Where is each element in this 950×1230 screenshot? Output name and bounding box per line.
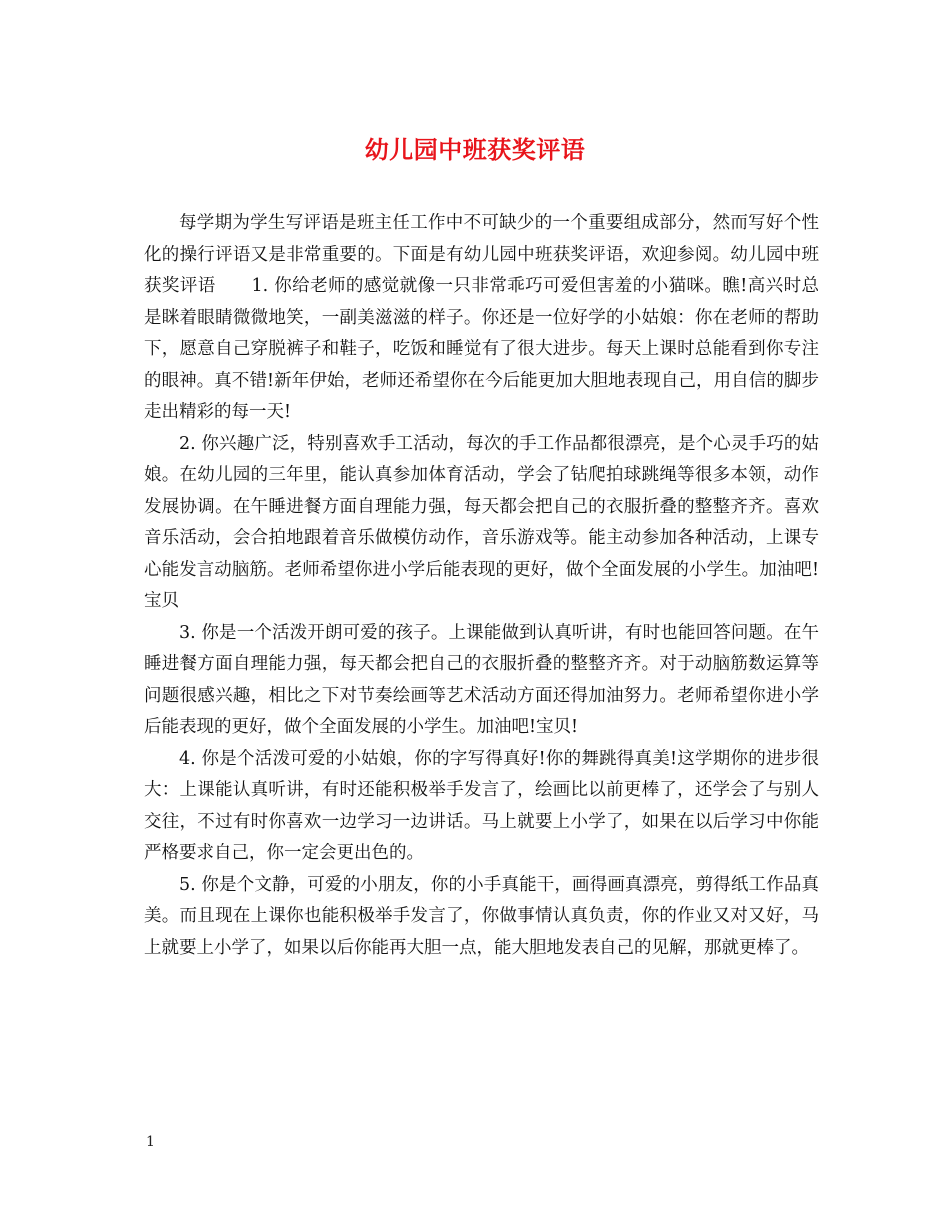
page-number: 1	[146, 1134, 155, 1150]
document-title: 幼儿园中班获奖评语	[364, 135, 586, 164]
paragraph-comment-4: 4. 你是个活泼可爱的小姑娘，你的字写得真好!你的舞跳得真美!这学期你的进步很大：上课能认真听讲，有时还能积极举手发言了，绘画比以前更棒了，还学会了与别人交往，不过有时你喜欢一边学习一边讲话。马上就要上小学了，如果在以后学习中你能严格要求自己，你一定会更出色的。	[144, 748, 819, 863]
paragraph-comment-3: 3. 你是一个活泼开朗可爱的孩子。上课能做到认真听讲，有时也能回答问题。在午睡进餐方面自理能力强，每天都会把自己的衣服折叠的整整齐齐。对于动脑筋数运算等问题很感兴趣，相比之下对节奏绘画等艺术活动方面还得加油努力。老师希望你进小学后能表现的更好，做个全面发展的小学生。加油吧!宝贝!	[144, 622, 819, 737]
paragraph-intro: 每学期为学生写评语是班主任工作中不可缺少的一个重要组成部分，然而写好个性化的操行评语又是非常重要的。下面是有幼儿园中班获奖评语，欢迎参阅。幼儿园中班获奖评语 1. 你给老师的感觉就像一只非常乖巧可爱但害羞的小猫咪。瞧!高兴时总是眯着眼睛微微地笑，一副美滋滋的样子。你还是一位好学的小姑娘：你在老师的帮助下，愿意自己穿脱裤子和鞋子，吃饭和睡觉有了很大进步。每天上课时总能看到你专注的眼神。真不错!新年伊始，老师还希望你在今后能更加大胆地表现自己，用自信的脚步走出精彩的每一天!	[144, 213, 819, 422]
paragraph-comment-5: 5. 你是个文静，可爱的小朋友，你的小手真能干，画得画真漂亮，剪得纸工作品真美。而且现在上课你也能积极举手发言了，你做事情认真负责，你的作业又对又好，马上就要上小学了，如果以后你能再大胆一点，能大胆地发表自己的见解，那就更棒了。	[144, 874, 819, 958]
document-body	[144, 208, 819, 964]
paragraph-comment-2: 2. 你兴趣广泛，特别喜欢手工活动，每次的手工作品都很漂亮，是个心灵手巧的姑娘。在幼儿园的三年里，能认真参加体育活动，学会了钻爬拍球跳绳等很多本领，动作发展协调。在午睡进餐方面自理能力强，每天都会把自己的衣服折叠的整整齐齐。喜欢音乐活动，会合拍地跟着音乐做模仿动作，音乐游戏等。能主动参加各种活动，上课专心能发言动脑筋。老师希望你进小学后能表现的更好，做个全面发展的小学生。加油吧!宝贝	[144, 433, 819, 611]
